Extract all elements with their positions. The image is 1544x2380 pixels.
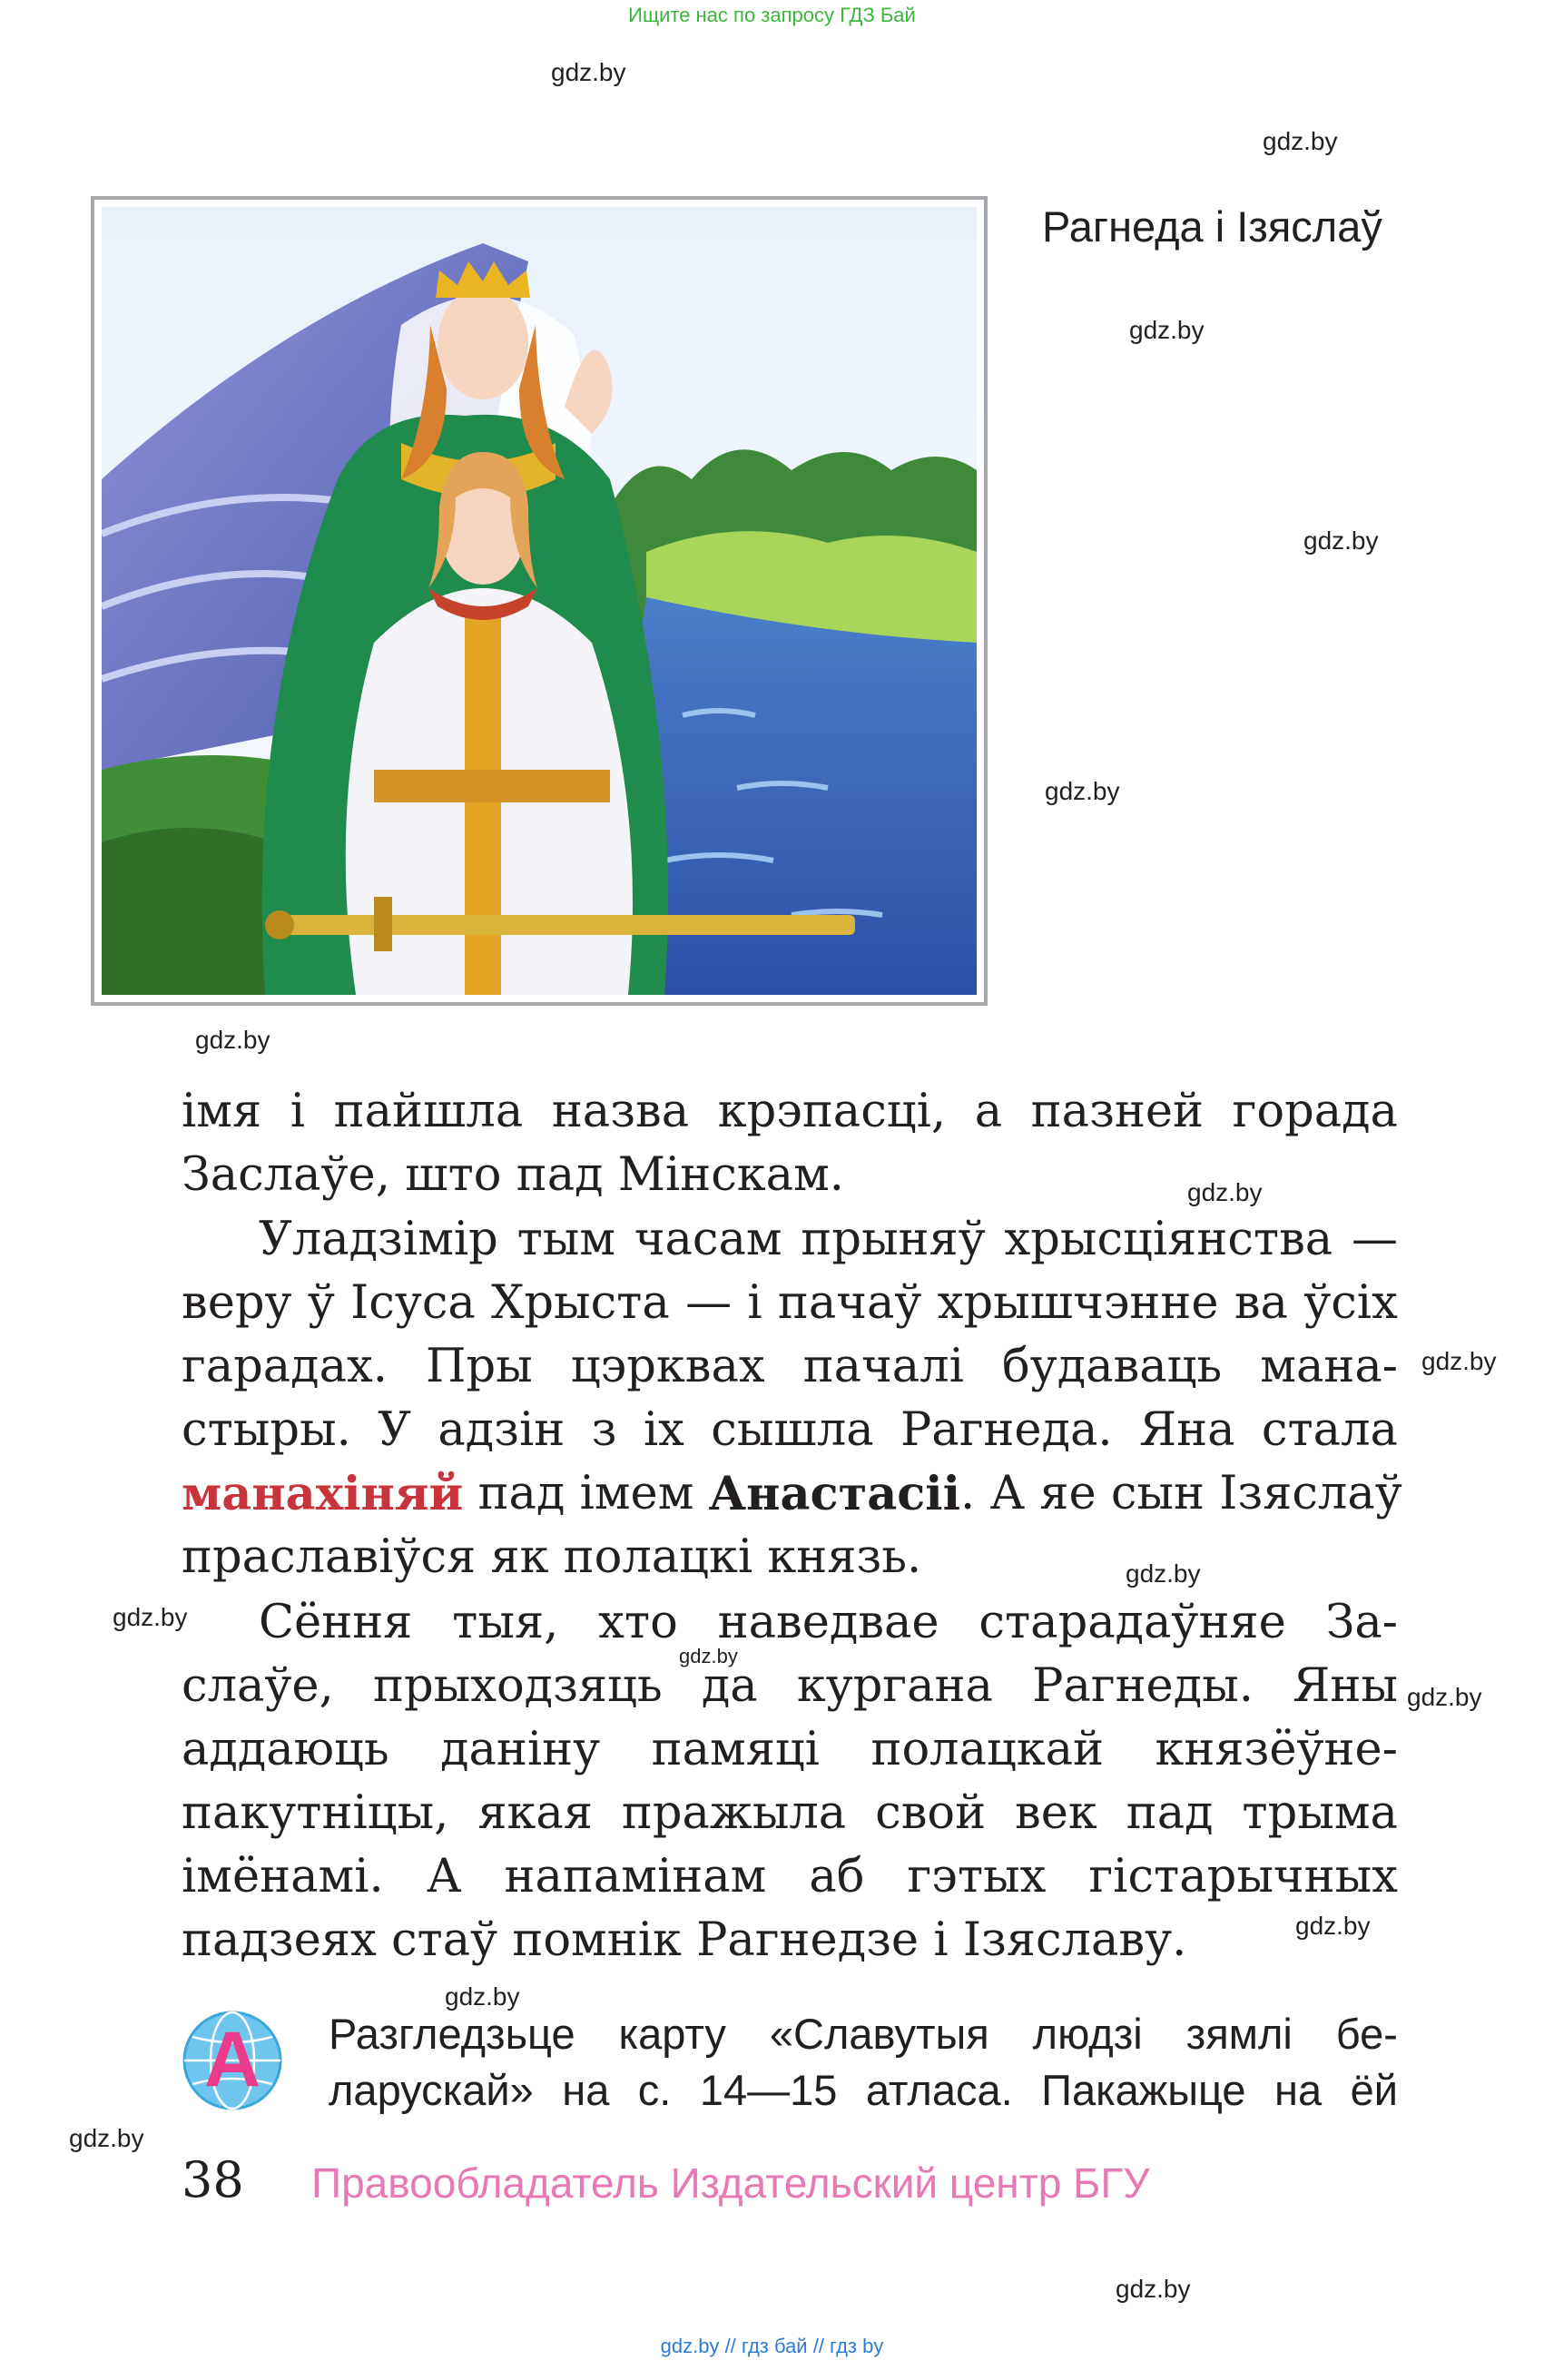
word: ларускай» — [329, 2066, 534, 2114]
word: тыя, — [452, 1596, 559, 1649]
word: Хрыста — [491, 1276, 670, 1330]
word: прыняў — [801, 1213, 986, 1266]
illustration-frame — [91, 196, 988, 1006]
word: Сёння — [259, 1596, 413, 1649]
word: пад — [1126, 1786, 1214, 1840]
highlight-term: манахіняй — [182, 1467, 464, 1521]
word: князёўне- — [1155, 1723, 1398, 1776]
word: хто — [598, 1596, 678, 1649]
word: А — [426, 1850, 462, 1903]
watermark: gdz.by — [1126, 1559, 1201, 1588]
word: імёнамі. — [182, 1850, 384, 1903]
word: бе- — [1335, 2010, 1398, 2058]
word: з — [591, 1403, 617, 1457]
word: і — [290, 1085, 306, 1138]
word: імя — [182, 1085, 262, 1138]
text-line — [182, 1208, 1398, 1272]
word: пайшла — [333, 1085, 524, 1138]
text-line — [182, 1144, 1398, 1207]
word: гістарычных — [1088, 1850, 1398, 1903]
watermark: gdz.by — [69, 2124, 144, 2152]
text-line — [182, 1909, 1398, 1972]
word: ў — [307, 1276, 335, 1330]
word: . А яе сын Ізяслаў — [960, 1467, 1402, 1520]
text-line — [182, 1845, 1398, 1909]
word: хрышчэнне — [937, 1276, 1219, 1330]
word: За- — [1325, 1596, 1398, 1649]
word: назва — [551, 1085, 690, 1138]
word: мана- — [1260, 1340, 1398, 1393]
text-line — [182, 1272, 1398, 1335]
text-line — [182, 1462, 1402, 1526]
word: Уладзімір — [259, 1213, 498, 1266]
watermark: gdz.by — [1303, 526, 1379, 555]
word: старадаўняе — [979, 1596, 1286, 1649]
paragraph-1 — [182, 1080, 1398, 1207]
paragraph-3 — [182, 1591, 1398, 1972]
word: Заслаўе, што пад Мінскам. — [182, 1148, 844, 1202]
atlas-globe-icon — [182, 2010, 283, 2111]
word: Ісуса — [350, 1276, 476, 1330]
word: с. — [637, 2066, 672, 2114]
word: гэтых — [907, 1850, 1047, 1903]
watermark: gdz.by — [1116, 2275, 1191, 2303]
word: У — [378, 1403, 412, 1457]
word: наведвае — [717, 1596, 939, 1649]
word: Рагнеда. — [900, 1403, 1113, 1457]
word: Пакажыце — [1041, 2066, 1246, 2114]
word: сышла — [711, 1403, 874, 1457]
word: карту — [618, 2010, 726, 2058]
word: стала — [1261, 1403, 1398, 1457]
word: ёй — [1350, 2066, 1398, 2114]
word: ва — [1234, 1276, 1288, 1330]
watermark: gdz.by — [445, 1982, 520, 2011]
word: свой — [875, 1786, 987, 1840]
word: на — [562, 2066, 610, 2114]
watermark: gdz.by — [551, 58, 626, 86]
word: даніну — [440, 1723, 601, 1776]
word: адзін — [438, 1403, 565, 1457]
task-text — [329, 2006, 1398, 2119]
word: зямлі — [1185, 2010, 1293, 2058]
text-line — [182, 1655, 1398, 1718]
top-search-note: Ищите нас по запросу ГДЗ Бай — [628, 4, 916, 26]
text-line — [329, 2062, 1398, 2119]
word: а — [974, 1085, 1003, 1138]
word: слаўе, — [182, 1659, 334, 1713]
word: крэпасці, — [717, 1085, 947, 1138]
word: людзі — [1032, 2010, 1143, 2058]
text-line — [182, 1782, 1398, 1845]
word: іх — [643, 1403, 684, 1457]
word: пачалі — [802, 1340, 964, 1393]
word: прыходзяць — [372, 1659, 663, 1713]
word: Рагнеды. — [1032, 1659, 1254, 1713]
word: трыма — [1242, 1786, 1398, 1840]
word: на — [1274, 2066, 1323, 2114]
word: пачаў — [777, 1276, 922, 1330]
word: хрысціянства — [1004, 1213, 1333, 1266]
word: ўсіх — [1303, 1276, 1398, 1330]
text-line — [182, 1526, 1398, 1589]
watermark: gdz.by — [1129, 316, 1205, 344]
word: — — [1351, 1213, 1398, 1266]
word: стыры. — [182, 1403, 351, 1457]
word: гарадах. — [182, 1340, 388, 1393]
word: атласа. — [865, 2066, 1013, 2114]
word: да — [701, 1659, 758, 1713]
text-line — [182, 1399, 1398, 1462]
word: і — [747, 1276, 762, 1330]
word: веру — [182, 1276, 292, 1330]
watermark: gdz.by — [1407, 1683, 1482, 1711]
word: Яны — [1293, 1659, 1398, 1713]
word: полацкай — [870, 1723, 1105, 1776]
watermark: gdz.by — [679, 1645, 738, 1667]
word: пражыла — [621, 1786, 847, 1840]
word: Яна — [1138, 1403, 1235, 1457]
word: — — [685, 1276, 733, 1330]
paragraph-2 — [182, 1208, 1402, 1589]
watermark: gdz.by — [1263, 127, 1338, 155]
word: пазней — [1030, 1085, 1205, 1138]
text-line — [329, 2006, 1398, 2062]
watermark: gdz.by — [1045, 777, 1120, 805]
word: горада — [1232, 1085, 1398, 1138]
word: тым — [516, 1213, 616, 1266]
bold-name: Анастасіі — [708, 1467, 961, 1521]
word: аддаюць — [182, 1723, 389, 1776]
word: пакутніцы, — [182, 1786, 449, 1840]
watermark: gdz.by — [195, 1026, 270, 1054]
word: пад імем — [477, 1467, 694, 1520]
illustration-caption: Рагнеда і Ізяслаў — [1042, 202, 1382, 251]
watermark: gdz.by — [1295, 1912, 1371, 1940]
word: кургана — [796, 1659, 993, 1713]
word: век — [1015, 1786, 1097, 1840]
badge-letter: А — [203, 2016, 261, 2103]
word: напамінам — [504, 1850, 767, 1903]
word: Пры — [426, 1340, 533, 1393]
word: будаваць — [1002, 1340, 1223, 1393]
word: якая — [477, 1786, 593, 1840]
word: праславіўся як полацкі князь. — [182, 1530, 922, 1584]
text-line — [182, 1591, 1398, 1655]
word: Разгледзьце — [329, 2010, 575, 2058]
word: памяці — [651, 1723, 820, 1776]
ragneda-izyaslav-illustration — [102, 207, 977, 995]
rights-holder-note: Правообладатель Издательский центр БГУ — [311, 2159, 1150, 2207]
watermark: gdz.by — [1187, 1178, 1263, 1206]
word: 14—15 — [699, 2066, 838, 2114]
word: падзеях стаў помнік Рагнедзе і Ізяславу. — [182, 1913, 1187, 1967]
word: часам — [634, 1213, 782, 1266]
watermark: gdz.by — [113, 1603, 188, 1631]
word: цэрквах — [570, 1340, 765, 1393]
page-number: 38 — [182, 2151, 244, 2208]
word: «Славутыя — [769, 2010, 989, 2058]
word: аб — [809, 1850, 865, 1903]
watermark: gdz.by — [1421, 1347, 1497, 1375]
text-line — [182, 1718, 1398, 1782]
footer-links[interactable]: gdz.by // гдз бай // гдз by — [660, 2335, 884, 2357]
text-line — [182, 1335, 1398, 1399]
text-line — [182, 1080, 1398, 1144]
